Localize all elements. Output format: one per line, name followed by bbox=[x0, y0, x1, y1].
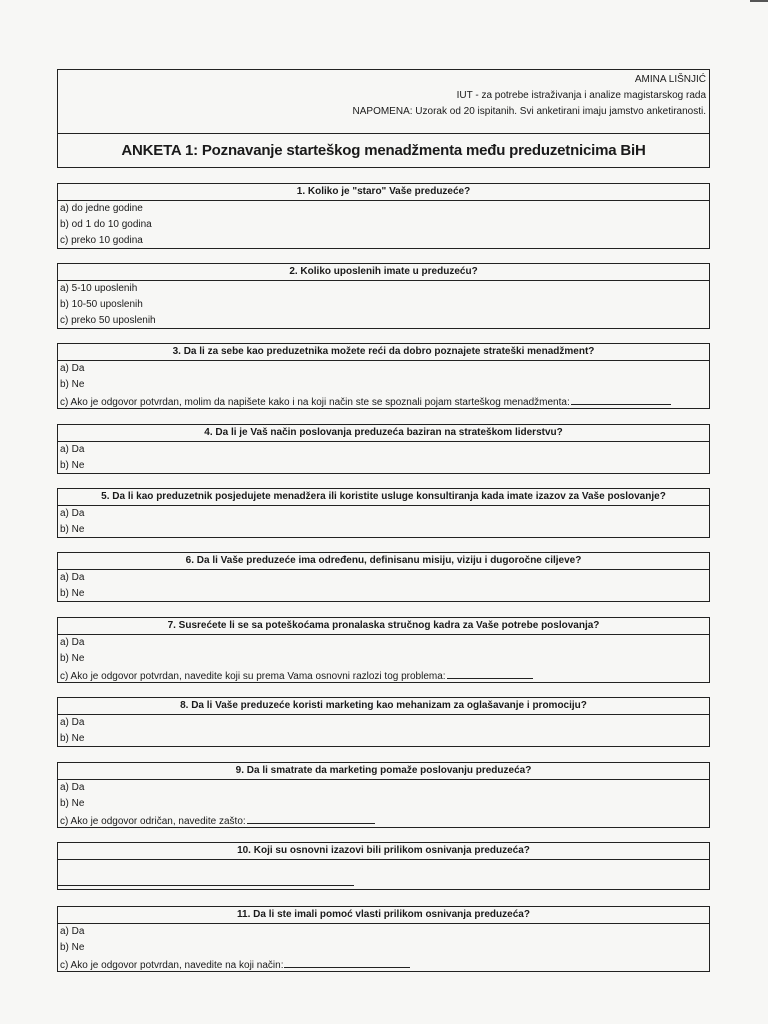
option-a[interactable]: a) Da bbox=[60, 363, 85, 374]
scan-edge-mark bbox=[750, 0, 768, 2]
question-title: 3. Da li za sebe kao preduzetnika možete reći da dobro poznajete strateški menadžment? bbox=[58, 344, 709, 361]
option-b[interactable]: b) Ne bbox=[60, 653, 85, 664]
question-title: 5. Da li kao preduzetnik posjedujete menadžera ili koristite usluge konsultiranja kada imate izazov za Vaše poslovanje? bbox=[58, 489, 709, 506]
answer-line[interactable] bbox=[58, 885, 354, 886]
option-c[interactable]: c) preko 50 uposlenih bbox=[60, 315, 156, 326]
question-1 bbox=[57, 183, 710, 249]
option-a[interactable]: a) Da bbox=[60, 444, 85, 455]
option-c-label: c) Ako je odgovor potvrdan, navedite na koji način: bbox=[60, 960, 284, 971]
purpose-line: IUT - za potrebe istraživanja i analize magistarskog rada bbox=[456, 90, 706, 101]
question-10 bbox=[57, 842, 710, 890]
survey-title: ANKETA 1: Poznavanje starteškog menadžmenta među preduzetnicima BiH bbox=[121, 142, 646, 159]
option-c-label: c) Ako je odgovor odričan, navedite zašto: bbox=[60, 816, 246, 827]
option-b[interactable]: b) 10-50 uposlenih bbox=[60, 299, 143, 310]
option-a[interactable]: a) Da bbox=[60, 782, 85, 793]
option-b[interactable]: b) Ne bbox=[60, 798, 85, 809]
question-8 bbox=[57, 697, 710, 747]
question-6 bbox=[57, 552, 710, 602]
option-c[interactable] bbox=[58, 667, 709, 683]
option-a[interactable]: a) 5-10 uposlenih bbox=[60, 283, 138, 294]
option-b[interactable]: b) Ne bbox=[60, 588, 85, 599]
option-b[interactable]: b) od 1 do 10 godina bbox=[60, 219, 152, 230]
question-3 bbox=[57, 343, 710, 409]
header-info bbox=[58, 70, 709, 134]
question-title: 1. Koliko je "staro" Vaše preduzeće? bbox=[58, 184, 709, 201]
option-b[interactable]: b) Ne bbox=[60, 460, 85, 471]
question-5 bbox=[57, 488, 710, 538]
option-a[interactable]: a) Da bbox=[60, 717, 85, 728]
answer-blank[interactable] bbox=[284, 956, 410, 968]
answer-blank[interactable] bbox=[571, 393, 671, 405]
question-title: 9. Da li smatrate da marketing pomaže poslovanju preduzeća? bbox=[58, 763, 709, 780]
option-a[interactable]: a) Da bbox=[60, 926, 85, 937]
question-9 bbox=[57, 762, 710, 828]
question-title: 11. Da li ste imali pomoć vlasti prilikom osnivanja preduzeća? bbox=[58, 907, 709, 924]
note-line: NAPOMENA: Uzorak od 20 ispitanih. Svi anketirani imaju jamstvo anketiranosti. bbox=[352, 106, 706, 117]
question-11 bbox=[57, 906, 710, 972]
author-name: AMINA LIŠNJIĆ bbox=[634, 74, 706, 85]
answer-blank[interactable] bbox=[447, 667, 533, 679]
question-title: 7. Susrećete li se sa poteškoćama pronalaska stručnog kadra za Vaše potrebe poslovanja? bbox=[58, 618, 709, 635]
option-c[interactable] bbox=[58, 956, 709, 972]
option-b[interactable]: b) Ne bbox=[60, 379, 85, 390]
question-4 bbox=[57, 424, 710, 474]
option-b[interactable]: b) Ne bbox=[60, 942, 85, 953]
option-a[interactable]: a) Da bbox=[60, 572, 85, 583]
option-c[interactable]: c) preko 10 godina bbox=[60, 235, 143, 246]
survey-header bbox=[57, 69, 710, 168]
option-a[interactable]: a) Da bbox=[60, 637, 85, 648]
option-c-label: c) Ako je odgovor potvrdan, molim da napišete kako i na koji način ste se spoznali pojam starteškog menadžmenta: bbox=[60, 397, 570, 408]
option-c-label: c) Ako je odgovor potvrdan, navedite koji su prema Vama osnovni razlozi tog problema: bbox=[60, 671, 446, 682]
question-title: 6. Da li Vaše preduzeće ima određenu, definisanu misiju, viziju i dugoročne ciljeve? bbox=[58, 553, 709, 570]
option-b[interactable]: b) Ne bbox=[60, 733, 85, 744]
question-title: 2. Koliko uposlenih imate u preduzeću? bbox=[58, 264, 709, 281]
question-7 bbox=[57, 617, 710, 683]
question-title: 10. Koji su osnovni izazovi bili prilikom osnivanja preduzeća? bbox=[58, 843, 709, 860]
option-c[interactable] bbox=[58, 812, 709, 828]
option-c[interactable] bbox=[58, 393, 709, 409]
option-b[interactable]: b) Ne bbox=[60, 524, 85, 535]
question-2 bbox=[57, 263, 710, 329]
question-title: 8. Da li Vaše preduzeće koristi marketing kao mehanizam za oglašavanje i promociju? bbox=[58, 698, 709, 715]
answer-blank[interactable] bbox=[247, 812, 375, 824]
option-a[interactable]: a) do jedne godine bbox=[60, 203, 143, 214]
question-title: 4. Da li je Vaš način poslovanja preduzeća baziran na strateškom liderstvu? bbox=[58, 425, 709, 442]
option-a[interactable]: a) Da bbox=[60, 508, 85, 519]
